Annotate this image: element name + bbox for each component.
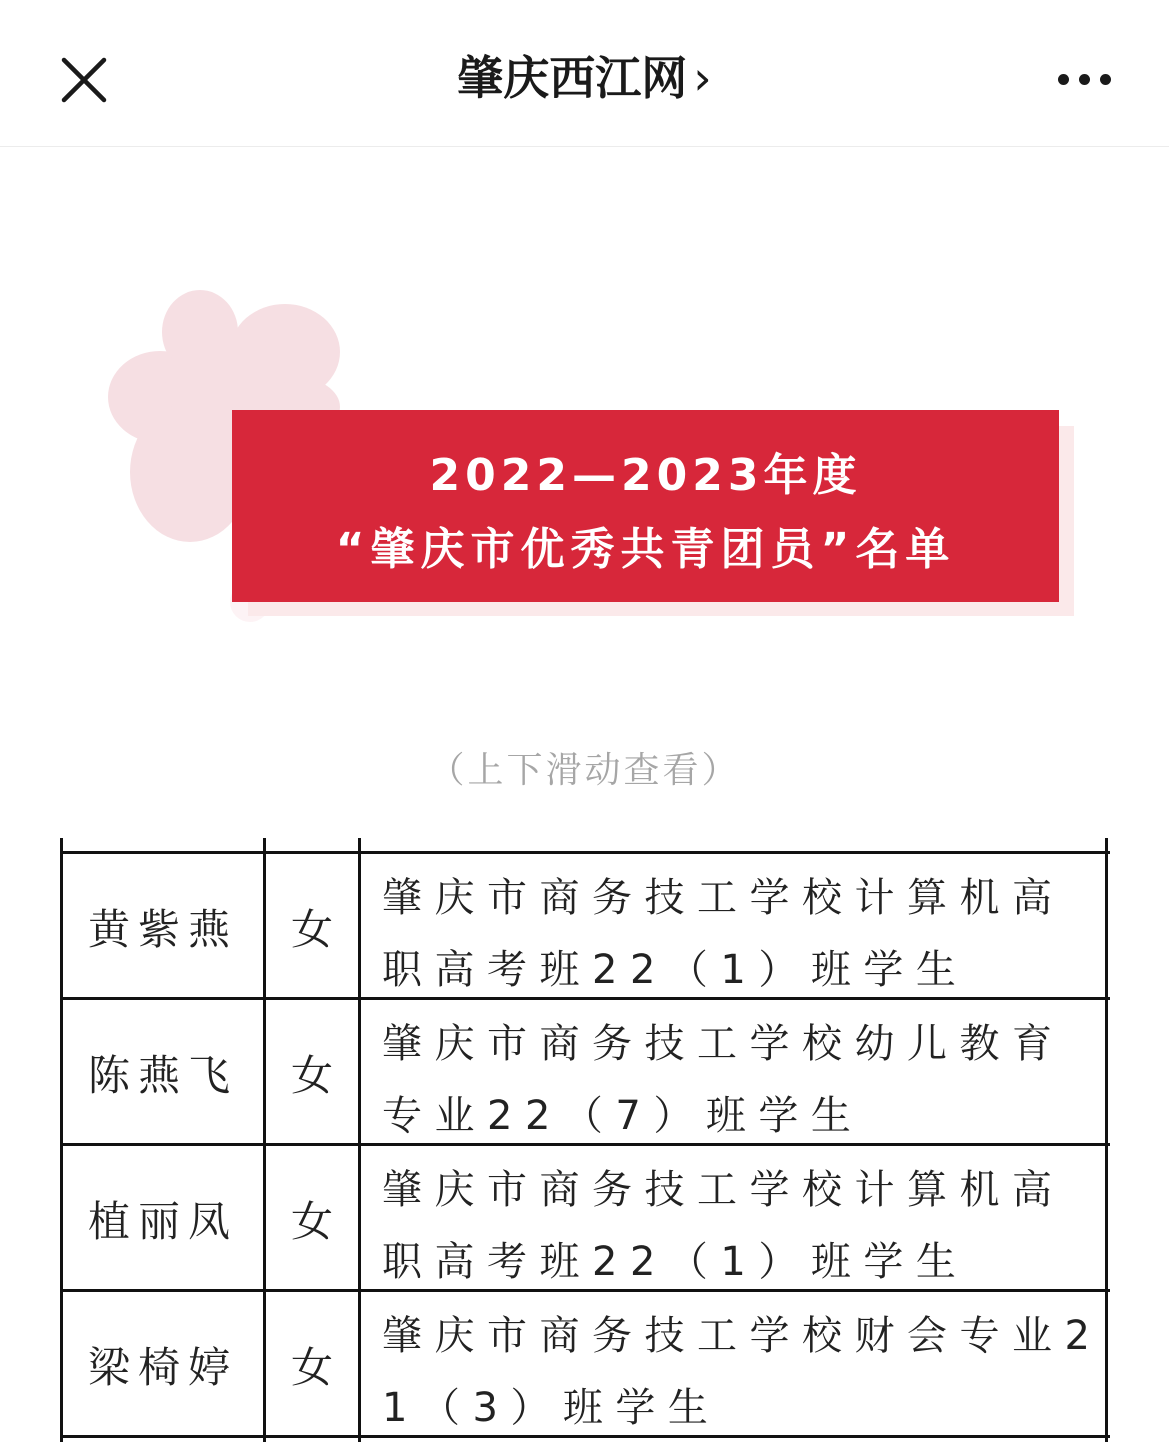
member-unit-line: 1（3）班学生 <box>382 1385 721 1431</box>
member-unit-line: 肇庆市商务技工学校财会专业2 <box>382 1313 1103 1359</box>
table-row <box>60 1000 1110 1146</box>
chevron-right-icon: › <box>693 51 712 105</box>
scroll-hint: （上下滑动查看） <box>428 750 741 791</box>
title-banner <box>232 410 1059 602</box>
member-table[interactable] <box>60 838 1110 1442</box>
member-name: 梁椅婷 <box>87 1343 238 1392</box>
table-row <box>60 854 1110 1000</box>
more-dots-icon[interactable] <box>1056 66 1114 94</box>
banner-title: “肇庆市优秀共青团员”名单 <box>335 524 956 575</box>
table-row <box>60 1292 1110 1438</box>
member-unit-line: 职高考班22（1）班学生 <box>382 1239 969 1285</box>
member-unit <box>382 1300 1103 1442</box>
member-unit-line: 肇庆市商务技工学校幼儿教育 <box>382 1021 1065 1067</box>
member-gender: 女 <box>290 1343 333 1392</box>
member-unit <box>382 1154 1094 1298</box>
banner-year: 2022—2023年度 <box>429 450 862 501</box>
member-name: 植丽凤 <box>87 1197 238 1246</box>
member-gender: 女 <box>290 1197 333 1246</box>
member-unit <box>382 862 1094 1006</box>
member-gender: 女 <box>290 1051 333 1100</box>
account-name: 肇庆西江网 <box>457 51 688 105</box>
member-name: 陈燕飞 <box>87 1051 238 1100</box>
member-unit-line: 专业22（7）班学生 <box>382 1093 864 1139</box>
account-title-link[interactable] <box>0 46 1169 110</box>
member-unit <box>382 1008 1094 1152</box>
table-row <box>60 1146 1110 1292</box>
top-nav-bar <box>0 0 1169 147</box>
member-name: 黄紫燕 <box>87 905 238 954</box>
member-gender: 女 <box>290 905 333 954</box>
member-unit-line: 肇庆市商务技工学校计算机高 <box>382 1167 1065 1213</box>
member-unit-line: 肇庆市商务技工学校计算机高 <box>382 875 1065 921</box>
member-unit-line: 职高考班22（1）班学生 <box>382 947 969 993</box>
